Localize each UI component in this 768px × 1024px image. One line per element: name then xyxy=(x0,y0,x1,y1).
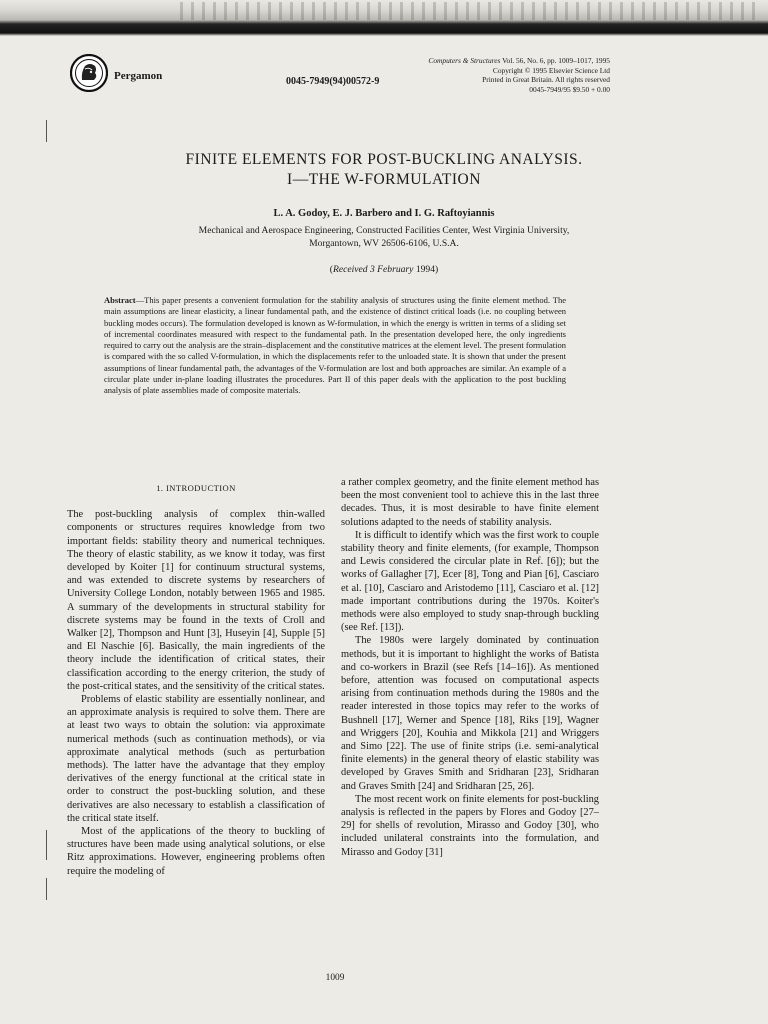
publisher-name: Pergamon xyxy=(114,70,163,82)
paragraph: The post-buckling analysis of complex thin-walled components or structures requires knowledge from two important fields: stability theory and numerical techniques. The theory of elastic stability, as we know it today, was first developed by Koiter [1] for continuum structural systems, and was extended to discrete systems by researchers of University College London, notably between 1965 and 1985. A summary of the developments in structural stability for discrete systems may be found in the texts of Croll and Walker [2], Thompson and Hunt [3], Huseyin [4], Supple [5] and El Naschie [6]. Basically, the main ingredients of the theory include the identification of critical states, their classification according to the energy criterion, the study of the post-critical states, and the sensitivity of the critical states. xyxy=(67,509,325,692)
received-year: 1994 xyxy=(415,264,436,275)
copyright-line: Copyright © 1995 Elsevier Science Ltd xyxy=(492,65,610,75)
margin-mark xyxy=(46,878,47,900)
scan-edge-bar xyxy=(0,0,768,36)
author-list: L. A. Godoy, E. J. Barbero and I. G. Raftoyiannis xyxy=(273,208,495,219)
left-column xyxy=(67,482,325,878)
paragraph: It is difficult to identify which was the first work to couple stability theory and finite elements, (for example, Thompson and Lewis considered the circular plate in Ref. [6]); but the works of Gallagher [7], Ecer [8], Tong and Pian [6], Casciaro et al. [10], Casciaro and Aristodemo [11], Casciaro et al. [12] made important contributions during the 1970s. Koiter's methods were also employed to study snap-through buckling (see Ref. [13]). xyxy=(341,529,599,634)
issn-code: 0045-7949(94)00572-9 xyxy=(286,76,380,87)
affiliation-line-2: Morgantown, WV 26506-6106, U.S.A. xyxy=(309,237,459,249)
abstract xyxy=(104,295,566,397)
affiliation xyxy=(100,225,668,250)
section-heading: 1. INTRODUCTION xyxy=(156,483,236,493)
title-line-1: FINITE ELEMENTS FOR POST-BUCKLING ANALYSIS. xyxy=(185,151,583,168)
margin-mark xyxy=(46,830,47,860)
abstract-text: —This paper presents a convenient formulation for the stability analysis of structures using the finite element method. The main assumptions are linear elasticity, a linear fundamental path, and the existence of distinct critical loads (i.e. no coupling between buckling modes occurs). The formulation developed is known as W-formulation, in which the energy is written in terms of a sliding set of incremental coordinates measured with respect to the fundamental path. In the presentation developed here, the only ingredients required to carry out the analysis are the strain–displacement and the constitutive matrices at the element level. The present formulation is compared with the so called V-formulation, in which the displacements refer to the unloaded state. It is shown that under the present assumptions of linear fundamental path, the advantages of the V-formulation are lost and both approaches are similar. An example of a circular plate under in-plane loading illustrates the procedures. Part II of this paper deals with the application to the post buckling analysis of plate assemblies made of composite materials. xyxy=(104,295,566,396)
journal-name: Computers & Structures xyxy=(428,56,501,65)
journal-info xyxy=(350,56,610,94)
page-number: 1009 xyxy=(325,973,345,983)
margin-mark xyxy=(46,120,47,142)
right-column xyxy=(341,476,599,859)
paragraph: Problems of elastic stability are essentially nonlinear, and an approximate analysis is required to solve them. There are at least two ways to obtain the solution: via approximate numerical methods (such as continuation methods), or via approximate analytical methods (such as perturbation methods). The latter have the advantage that they employ derivatives of the energy functional at the critical state in order to construct the post-buckling solution, and these derivatives are also necessary to establish a classification of the critical state itself. xyxy=(67,694,325,824)
abstract-label: Abstract xyxy=(104,295,136,305)
pergamon-logo-icon xyxy=(70,54,108,92)
received-date: (Received 3 February 1994) xyxy=(329,264,439,275)
affiliation-line-1: Mechanical and Aerospace Engineering, Constructed Facilities Center, West Virginia University, xyxy=(198,225,570,236)
paragraph: a rather complex geometry, and the finite element method has been the most convenient tool to achieve this in the last three decades. Thus, it is most desirable to have finite element solutions adapted to the needs of stability analysis. xyxy=(341,477,599,528)
paragraph: The 1980s were largely dominated by continuation methods, but it is important to highlight the works of Batista and co-workers in Brazil (see Refs [14–16]). As mentioned before, attention was focused on computational aspects arising from continuation methods during the 1980s and the reader interested in those topics may refer to the works of Bushnell [17], Werner and Spence [18], Riks [19], Wagner and Wriggers [20], Kouhia and Mikkola [21] and Wriggers and Simo [22]. The use of finite strips (i.e. semi-analytical finite elements) in the general theory of elastic stability was developed by Graves Smith and Sridharan [23], Sridharan and Graves Smith [24] and Sridharan [25, 26]. xyxy=(341,635,599,792)
paper-title xyxy=(100,150,668,190)
paragraph: Most of the applications of the theory to buckling of structures have been made using analytical solutions, or else Ritz approximations. However, engineering problems often require the modeling of xyxy=(67,826,325,877)
received-label: Received 3 February xyxy=(332,264,414,275)
paragraph: The most recent work on finite elements for post-buckling analysis is reflected in the papers by Flores and Godoy [27–29] for shells of revolution, Mirasso and Godoy [30], who included unilateral constraints into the formulation, and Mirasso and Godoy [31] xyxy=(341,793,599,858)
title-line-2: I—THE W-FORMULATION xyxy=(287,171,481,188)
price-line: 0045-7949/95 $9.50 + 0.00 xyxy=(529,84,610,94)
printed-line: Printed in Great Britain. All rights reserved xyxy=(482,75,610,85)
volume-line: Vol. 56, No. 6, pp. 1009–1017, 1995 xyxy=(502,56,610,65)
